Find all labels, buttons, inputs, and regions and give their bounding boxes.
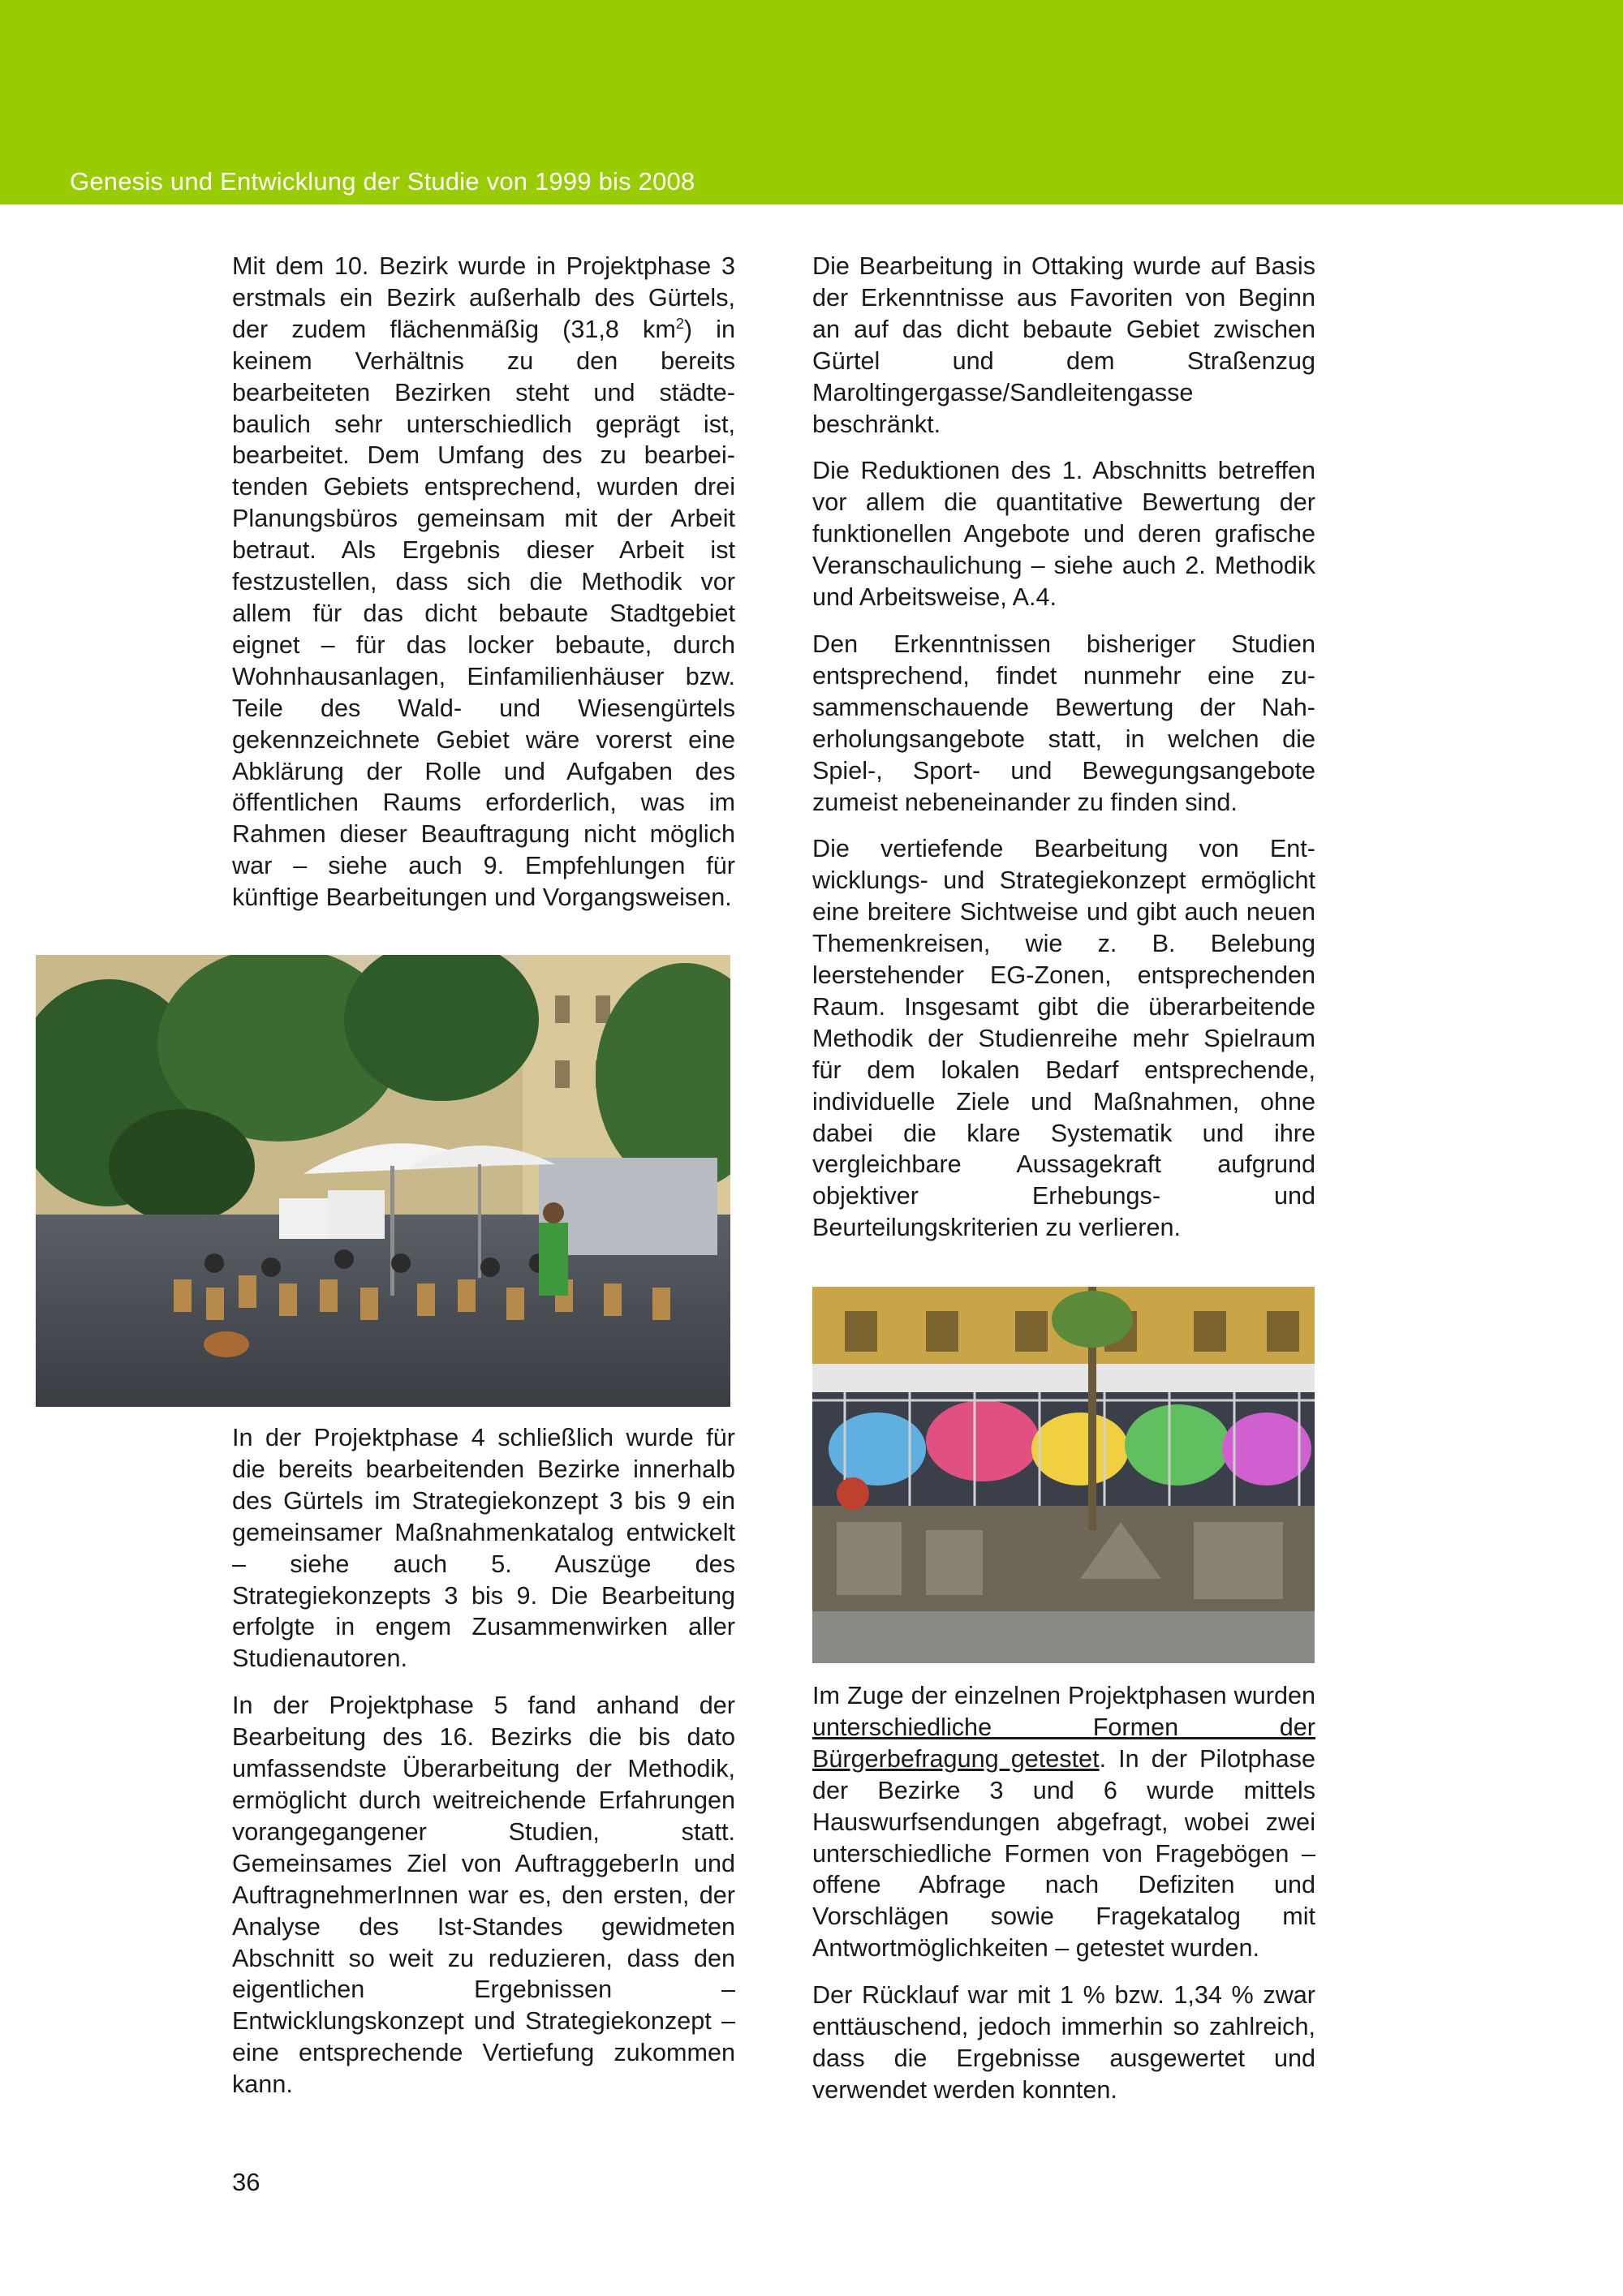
paragraph-text: Im Zuge der einzelnen Projektphasen wurden (812, 1682, 1315, 1709)
text-column-left-bottom (232, 1422, 735, 2100)
superscript: 2 (675, 315, 684, 332)
section-title: Genesis und Entwicklung der Studie von 1999 bis 2008 (70, 167, 695, 196)
text-column-right-bottom (812, 1680, 1315, 2106)
photo-graffiti-wall (812, 1287, 1315, 1663)
text-column-left-top (232, 251, 735, 914)
paragraph-text: . In der Pilotphase der Bezirke 3 und 6 wurde mittels Hauswurfsendungen abgefragt, wobei zwei unterschiedliche Formen von Fragebögen – offene Abfrage nach Defiziten und Vorschlägen sowie Fragekatalog mit Antwortmöglichkeiten – getestet wurden. (812, 1744, 1315, 1963)
paragraph: Der Rücklauf war mit 1 % bzw. 1,34 % zwar enttäuschend, jedoch immerhin so zahlreich, dass die Ergebnisse ausgewertet und verwendet werden konnten. (812, 1981, 1315, 2104)
paragraph (812, 1680, 1315, 1964)
paragraph: In der Projektphase 4 schließlich wurde für die bereits bearbeitenden Bezirke innerhalb des Gürtels im Strategiekonzept 3 bis 9 ein gemeinsamer Maßnahmenkatalog entwickelt – siehe auch 5. Auszüge des Strategiekonzepts 3 bis 9. Die Bearbeitung erfolgte in engem Zusammenwirken aller Studienautoren. (232, 1424, 735, 1673)
header-banner (0, 0, 1623, 204)
paragraph: Die vertiefende Bearbeitung von Entwicklungs- und Strategiekonzept ermöglicht eine breitere Sichtweise und gibt auch neuen Themenkreisen, wie z. B. Belebung leerstehender EG-Zonen, entsprechenden Raum. Insgesamt gibt die überarbeitende Methodik der Studienreihe mehr Spielraum für dem lokalen Bedarf entsprechende, individuelle Ziele und Maßnahmen, ohne dabei die klare Systematik und ihre vergleichbare Aussagekraft aufgrund objektiver Erhebungs- und Beurteilungskriterien zu verlieren. (812, 835, 1315, 1242)
paragraph-text: Mit dem 10. Bezirk wurde in Projektphase 3 erstmals ein Bezirk außerhalb des Gürtels, der zudem flächenmäßig (31,8 km (232, 252, 735, 343)
paragraph: Die Bearbeitung in Ottaking wurde auf Basis der Erkenntnisse aus Favoriten von Beginn an auf das dicht bebaute Gebiet zwischen Gürtel und dem Straßenzug Maroltingergasse/Sandleitengasse beschränkt. (812, 252, 1315, 438)
text-column-right-top (812, 251, 1315, 1244)
page-number: 36 (232, 2168, 260, 2196)
paragraph-text: ) in keinem Verhältnis zu den bereits bearbeiteten Bezirken steht und städtebaulich sehr unterschiedlich geprägt ist, bearbeitet. Dem Umfang des zu bearbeitenden Gebiets entsprechend, wurden drei Planungsbüros gemeinsam mit der Arbeit betraut. Als Ergebnis dieser Arbeit ist festzustellen, dass sich die Methodik vor allem für das dicht bebaute Stadtgebiet eignet – für das locker bebaute, durch Wohnhausanlagen, Einfamilienhäuser bzw. Teile des Wald- und Wiesengürtels gekennzeichnete Gebiet wäre vorerst eine Abklärung der Rolle und Aufgaben des öffentlichen Raums erforderlich, was im Rahmen dieser Beauftragung nicht möglich war – siehe auch 9. Empfehlungen für künftige Bearbeitungen und Vorgangsweisen. (232, 315, 735, 912)
paragraph: In der Projektphase 5 fand anhand der Bearbeitung des 16. Bezirks die bis dato umfassendste Überarbeitung der Methodik, ermöglicht durch weitreichende Erfahrungen vorangegangener Studien, statt. Gemeinsames Ziel von AuftraggeberIn und AuftragnehmerInnen war es, den ersten, der Analyse des Ist-Standes gewidmeten Abschnitt so weit zu reduzieren, dass den eigentlichen Ergebnissen – Entwicklungskonzept und Strategiekonzept – eine entsprechende Vertiefung zukommen kann. (232, 1692, 735, 2099)
paragraph: Die Reduktionen des 1. Abschnitts betreffen vor allem die quantitative Bewertung der funktionellen Angebote und deren grafische Veranschaulichung – siehe auch 2. Methodik und Arbeitsweise, A.4. (812, 457, 1315, 612)
paragraph (232, 251, 735, 914)
paragraph: Den Erkenntnissen bisheriger Studien entsprechend, findet nunmehr eine zusammenschauende Bewertung der Naherholungsangebote statt, in welchen die Spiel-, Sport- und Bewegungsangebote zumeist nebeneinander zu finden sind. (812, 630, 1315, 816)
underlined-reference[interactable]: unterschiedliche Formen der Bürgerbefragung getestet (812, 1713, 1315, 1773)
photo-cafe-square (36, 955, 730, 1407)
